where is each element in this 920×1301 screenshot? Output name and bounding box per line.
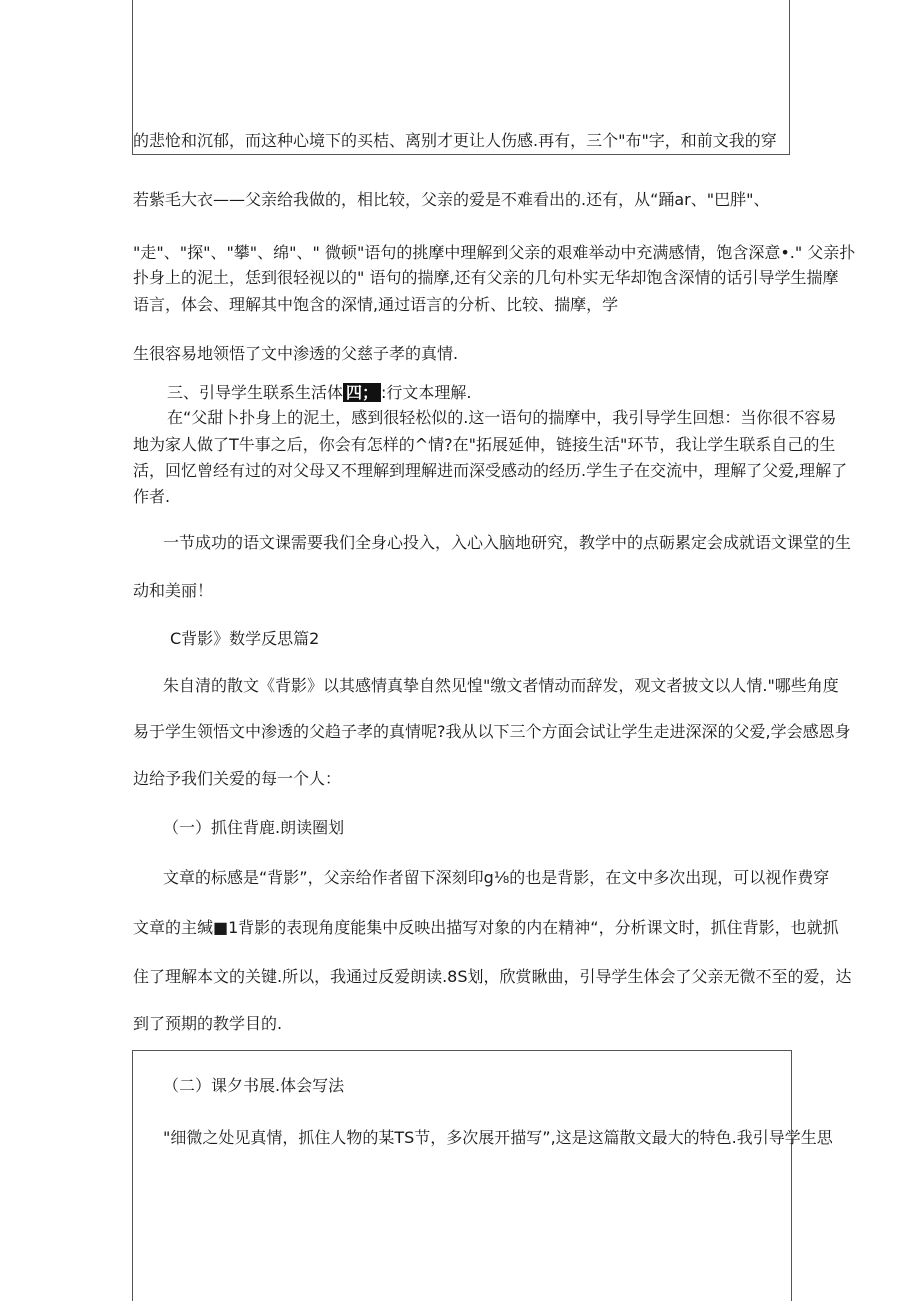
text-line: 扑身上的泥土，恁到很轻视以的" 语句的揣摩,还有父亲的几句朴实无华却饱含深情的话引导学生揣摩: [133, 268, 839, 287]
heading-text: 三、引导学生联系生活体: [167, 383, 344, 402]
text-line: "走"、"探"、"攀"、绵"、" 微顿"语句的挑摩中理解到父亲的艰难举动中充满感情，饱含深意•." 父亲扑: [133, 243, 856, 262]
subsection-heading-one: （一）抓住背鹿.朗读圈划: [163, 818, 345, 837]
text-line: 文章的主缄■1背影的表现角度能集中反映出描写对象的内在精神“，分析课文时，抓住背影，也就抓: [133, 918, 839, 937]
subsection-heading-two: （二）课夕书展.体会写法: [163, 1076, 345, 1095]
text-line: 活，回忆曾经有过的对父母又不理解到理解进而深受感动的经历.学生子在交流中，理解了父爱,理解了: [133, 461, 848, 480]
text-line: "细微之处见真情，抓住人物的某TS节，多次展开描写”,这是这篇散文最大的特色.我引导学生思: [163, 1128, 833, 1147]
text-line: 易于学生领悟文中渗透的父趋子孝的真情呢?我从以下三个方面会试让学生走进深深的父爱,学会感恩身: [133, 722, 851, 741]
text-line: 地为家人做了T牛事之后，你会有怎样的^情?在"拓展延伸，链接生活"环节，我让学生联系自己的生: [133, 435, 836, 454]
text-line: 若紫毛大衣——父亲给我做的，相比较，父亲的爱是不难看出的.还有，从“踊ar、"巴胖"、: [133, 190, 770, 209]
heading-text-tail: :行文本理解.: [381, 383, 472, 402]
text-line: 一节成功的语文课需要我们全身心投入，入心入脑地研究，教学中的点砺累定会成就语文课堂的生: [163, 533, 852, 552]
highlight-mark: 四；: [343, 383, 381, 402]
text-line: 朱自清的散文《背影》以其感情真挚自然见惶"缴文者情动而辞发，观文者披文以人情."哪些角度: [163, 676, 839, 695]
text-line: 语言，体会、理解其中饱含的深情,通过语言的分析、比较、揣摩，学: [133, 295, 619, 314]
section-title: C背影》数学反思篇2: [170, 629, 320, 648]
text-line: 动和美丽！: [133, 581, 214, 600]
text-line: 生很容易地领悟了文中渗透的父慈子孝的真情.: [133, 344, 459, 363]
text-line: 的悲怆和沉郁，而这种心境下的买桔、离别才更让人伤感.再有，三个"布"字，和前文我的穿: [133, 131, 777, 150]
section-heading-three: [167, 383, 472, 403]
text-line: 作者.: [133, 487, 171, 506]
text-line: 在“父甜卜扑身上的泥土，感到很轻松似的.这一语句的揣摩中，我引导学生回想：当你很不容易: [167, 408, 837, 427]
text-line: 到了预期的教学目的.: [133, 1014, 283, 1033]
text-line: 住了理解本文的关键.所以，我通过反爱朗读.8S划，欣赏瞅曲，引导学生体会了父亲无微不至的爱，达: [133, 967, 852, 986]
text-line: 文章的标感是“背影”，父亲给作者留下深刻印g⅛的也是背影，在文中多次出现，可以视作费穿: [163, 868, 830, 887]
text-line: 边给予我们关爱的每一个人：: [133, 769, 342, 788]
